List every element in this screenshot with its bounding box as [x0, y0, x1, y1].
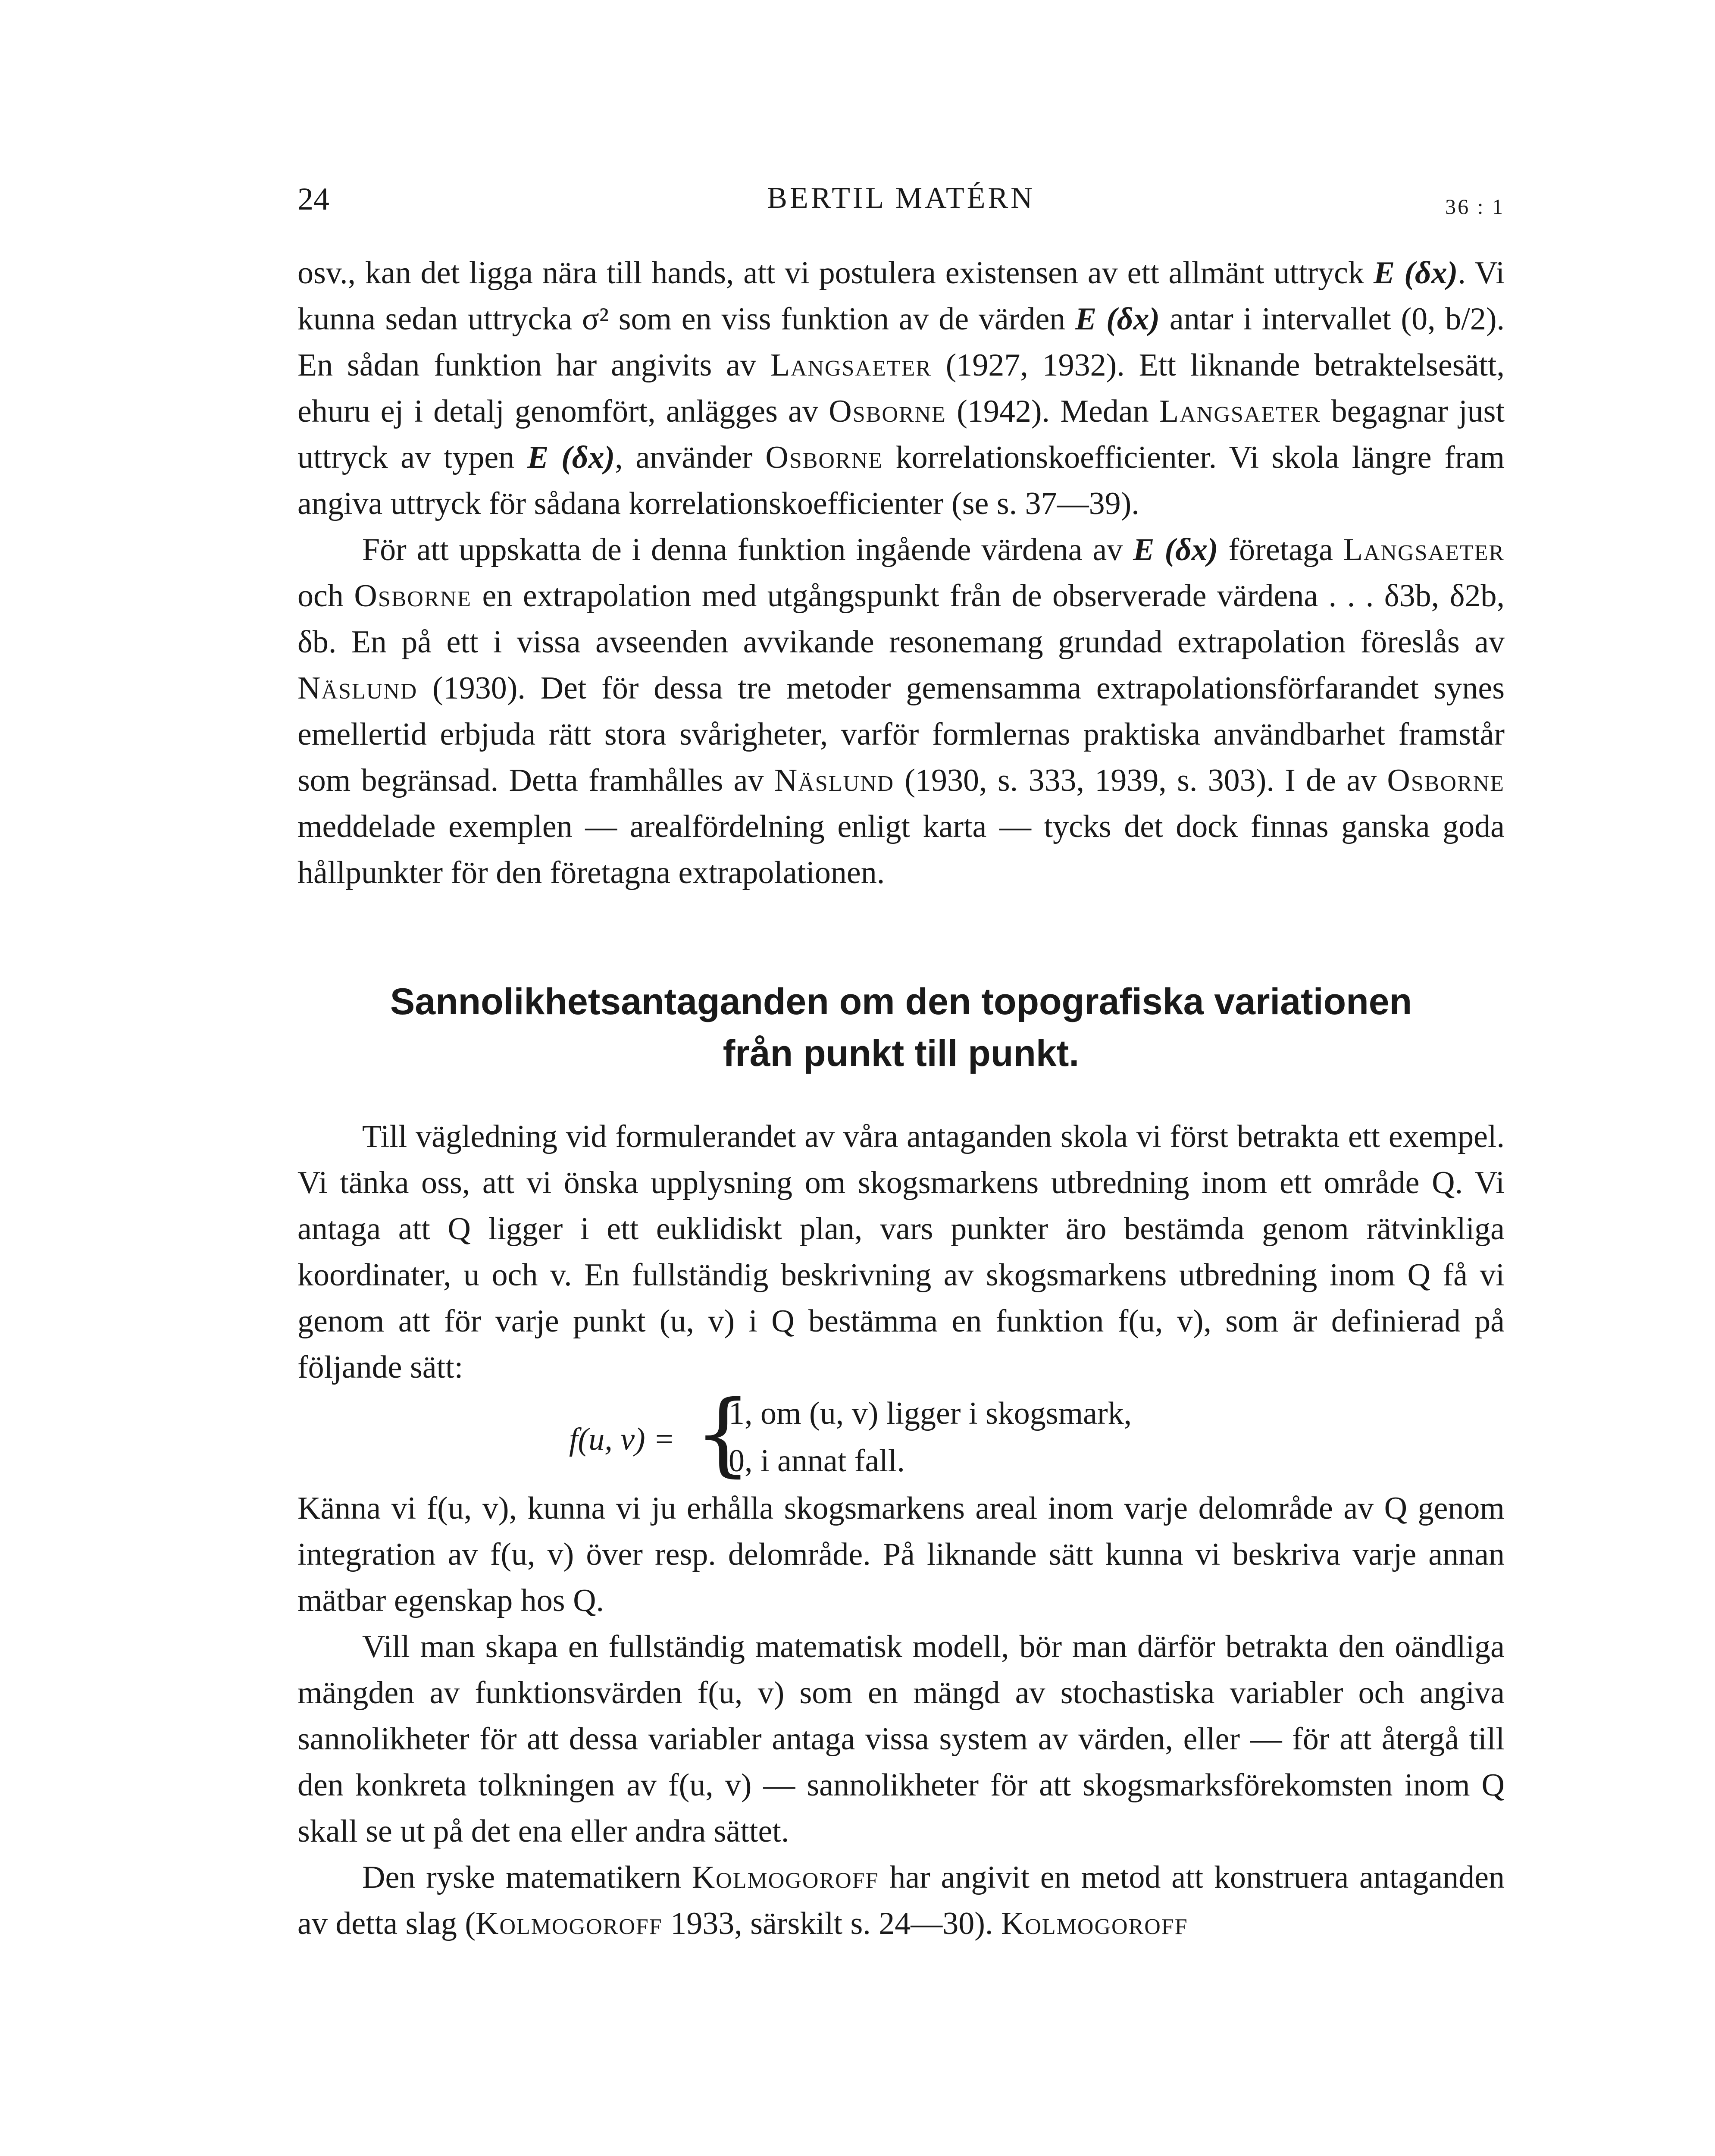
paragraph-2: [297, 527, 1505, 896]
text-run: och: [297, 578, 354, 614]
text-run: (1942). Medan: [946, 394, 1160, 429]
math-expression: E (δx): [1133, 532, 1218, 567]
author-name: Kolmogoroff: [692, 1860, 879, 1895]
author-name: Langsaeter: [770, 348, 932, 383]
text-run: (1930, s. 333, 1939, s. 303). I de av: [894, 763, 1387, 798]
text-run: korrelationskoefficienter. Vi skola längre fram angiva uttryck för sådana korrelationskoefficienter (se s. 37—39).: [297, 440, 1505, 521]
text-run: För att uppskatta de i denna funktion ingående värdena av: [362, 532, 1133, 567]
text-run: osv., kan det ligga nära till hands, att vi postulera existensen av ett allmänt uttryck: [297, 255, 1374, 291]
formula-lhs: f(u, v) =: [569, 1422, 675, 1457]
author-name: Näslund: [774, 763, 895, 798]
paragraph-5: Vill man skapa en fullständig matematisk modell, bör man därför betrakta den oändliga mängden av funktionsvärden f(u, v) som en mängd av stochastiska variabler och angiva sannolikheter för att dessa variabler antaga vissa system av värden, eller — för att återgå till den konkreta tolkningen av f(u, v) — sannolikheter för att skogsmarksförekomsten inom Q skall se ut på det ena eller andra sättet.: [297, 1629, 1505, 1849]
text-run: (1927, 1932). Ett liknande betraktelsesätt, ehuru ej i detalj genomfört, anlägges av: [297, 348, 1505, 429]
heading-line-1: Sannolikhetsantaganden om den topografiska variationen: [390, 981, 1412, 1022]
text-run: Den ryske matematikern: [362, 1860, 692, 1895]
author-name: Langsaeter: [1343, 532, 1505, 567]
text-run: företaga: [1218, 532, 1343, 567]
text-run: har angivit en metod att konstruera antaganden av detta slag (: [297, 1860, 1505, 1941]
math-expression: E (δx): [1075, 301, 1160, 337]
text-run: en extrapolation med utgångspunkt från de observerade värdena . . . δ3b, δ2b, δb. En på ett i vissa avseenden avvikande resonemang grundad extrapolation föreslås av: [297, 578, 1505, 660]
text-run: , använder: [615, 440, 766, 475]
piecewise-formula: [297, 1381, 1505, 1486]
text-run: 1933, särskilt s. 24—30).: [662, 1906, 1001, 1941]
paragraph-3: Till vägledning vid formulerandet av våra antaganden skola vi först betrakta ett exempel. Vi tänka oss, att vi önska upplysning om skogsmarkens utbredning inom ett område Q. Vi antaga att Q ligger i ett euklidiskt plan, vars punkter äro bestämda genom rätvinkliga koordinater, u och v. En fullständig beskrivning av skogsmarkens utbredning inom Q få vi genom att för varje punkt (u, v) i Q bestämma en funktion f(u, v), som är definierad på följande sätt:: [297, 1119, 1505, 1385]
paragraph-4: Känna vi f(u, v), kunna vi ju erhålla skogsmarkens areal inom varje delområde av Q genom integration av f(u, v) över resp. delområde. På liknande sätt kunna vi beskriva varje annan mätbar egenskap hos Q.: [297, 1491, 1505, 1618]
math-expression: E (δx): [1373, 255, 1458, 291]
text-run: (1930). Det för dessa tre metoder gemensamma extrapolationsförfarandet synes emellertid erbjuda rätt stora svårigheter, varför formlernas praktiska användbarhet framstår som begränsad. Detta framhålles av: [297, 671, 1505, 798]
formula-case-2: 0, i annat fall.: [729, 1443, 905, 1479]
author-name: Osborne: [829, 394, 946, 429]
section-number: 36 : 1: [1445, 194, 1505, 219]
text-run: . Vi kunna sedan uttrycka σ² som en viss funktion av de värden: [297, 255, 1505, 337]
author-name: Osborne: [354, 578, 472, 614]
running-head: [297, 181, 1505, 224]
page-number: 24: [297, 182, 329, 217]
author-name: Kolmogoroff: [1001, 1906, 1188, 1941]
formula-case-1: 1, om (u, v) ligger i skogsmark,: [729, 1396, 1132, 1431]
text-run: begagnar just uttryck av typen: [297, 394, 1505, 475]
author-name: Osborne: [765, 440, 883, 475]
heading-line-2: från punkt till punkt.: [723, 1033, 1080, 1074]
text-run: antar i intervallet (0, b/2). En sådan funktion har angivits av: [297, 301, 1505, 383]
section-heading: [297, 976, 1505, 1079]
running-title: BERTIL MATÉRN: [767, 182, 1035, 215]
math-expression: E (δx): [527, 440, 615, 475]
author-name: Osborne: [1387, 763, 1505, 798]
author-name: Kolmogoroff: [476, 1906, 663, 1941]
body-text: [297, 250, 1505, 1947]
text-run: meddelade exemplen — arealfördelning enligt karta — tycks det dock finnas ganska goda hållpunkter för den företagna extrapolationen.: [297, 809, 1505, 890]
author-name: Langsaeter: [1159, 394, 1321, 429]
formula-brace: {: [694, 1381, 752, 1486]
paragraph-1: [297, 250, 1505, 527]
author-name: Näslund: [297, 671, 418, 706]
paragraph-6: [297, 1855, 1505, 1947]
